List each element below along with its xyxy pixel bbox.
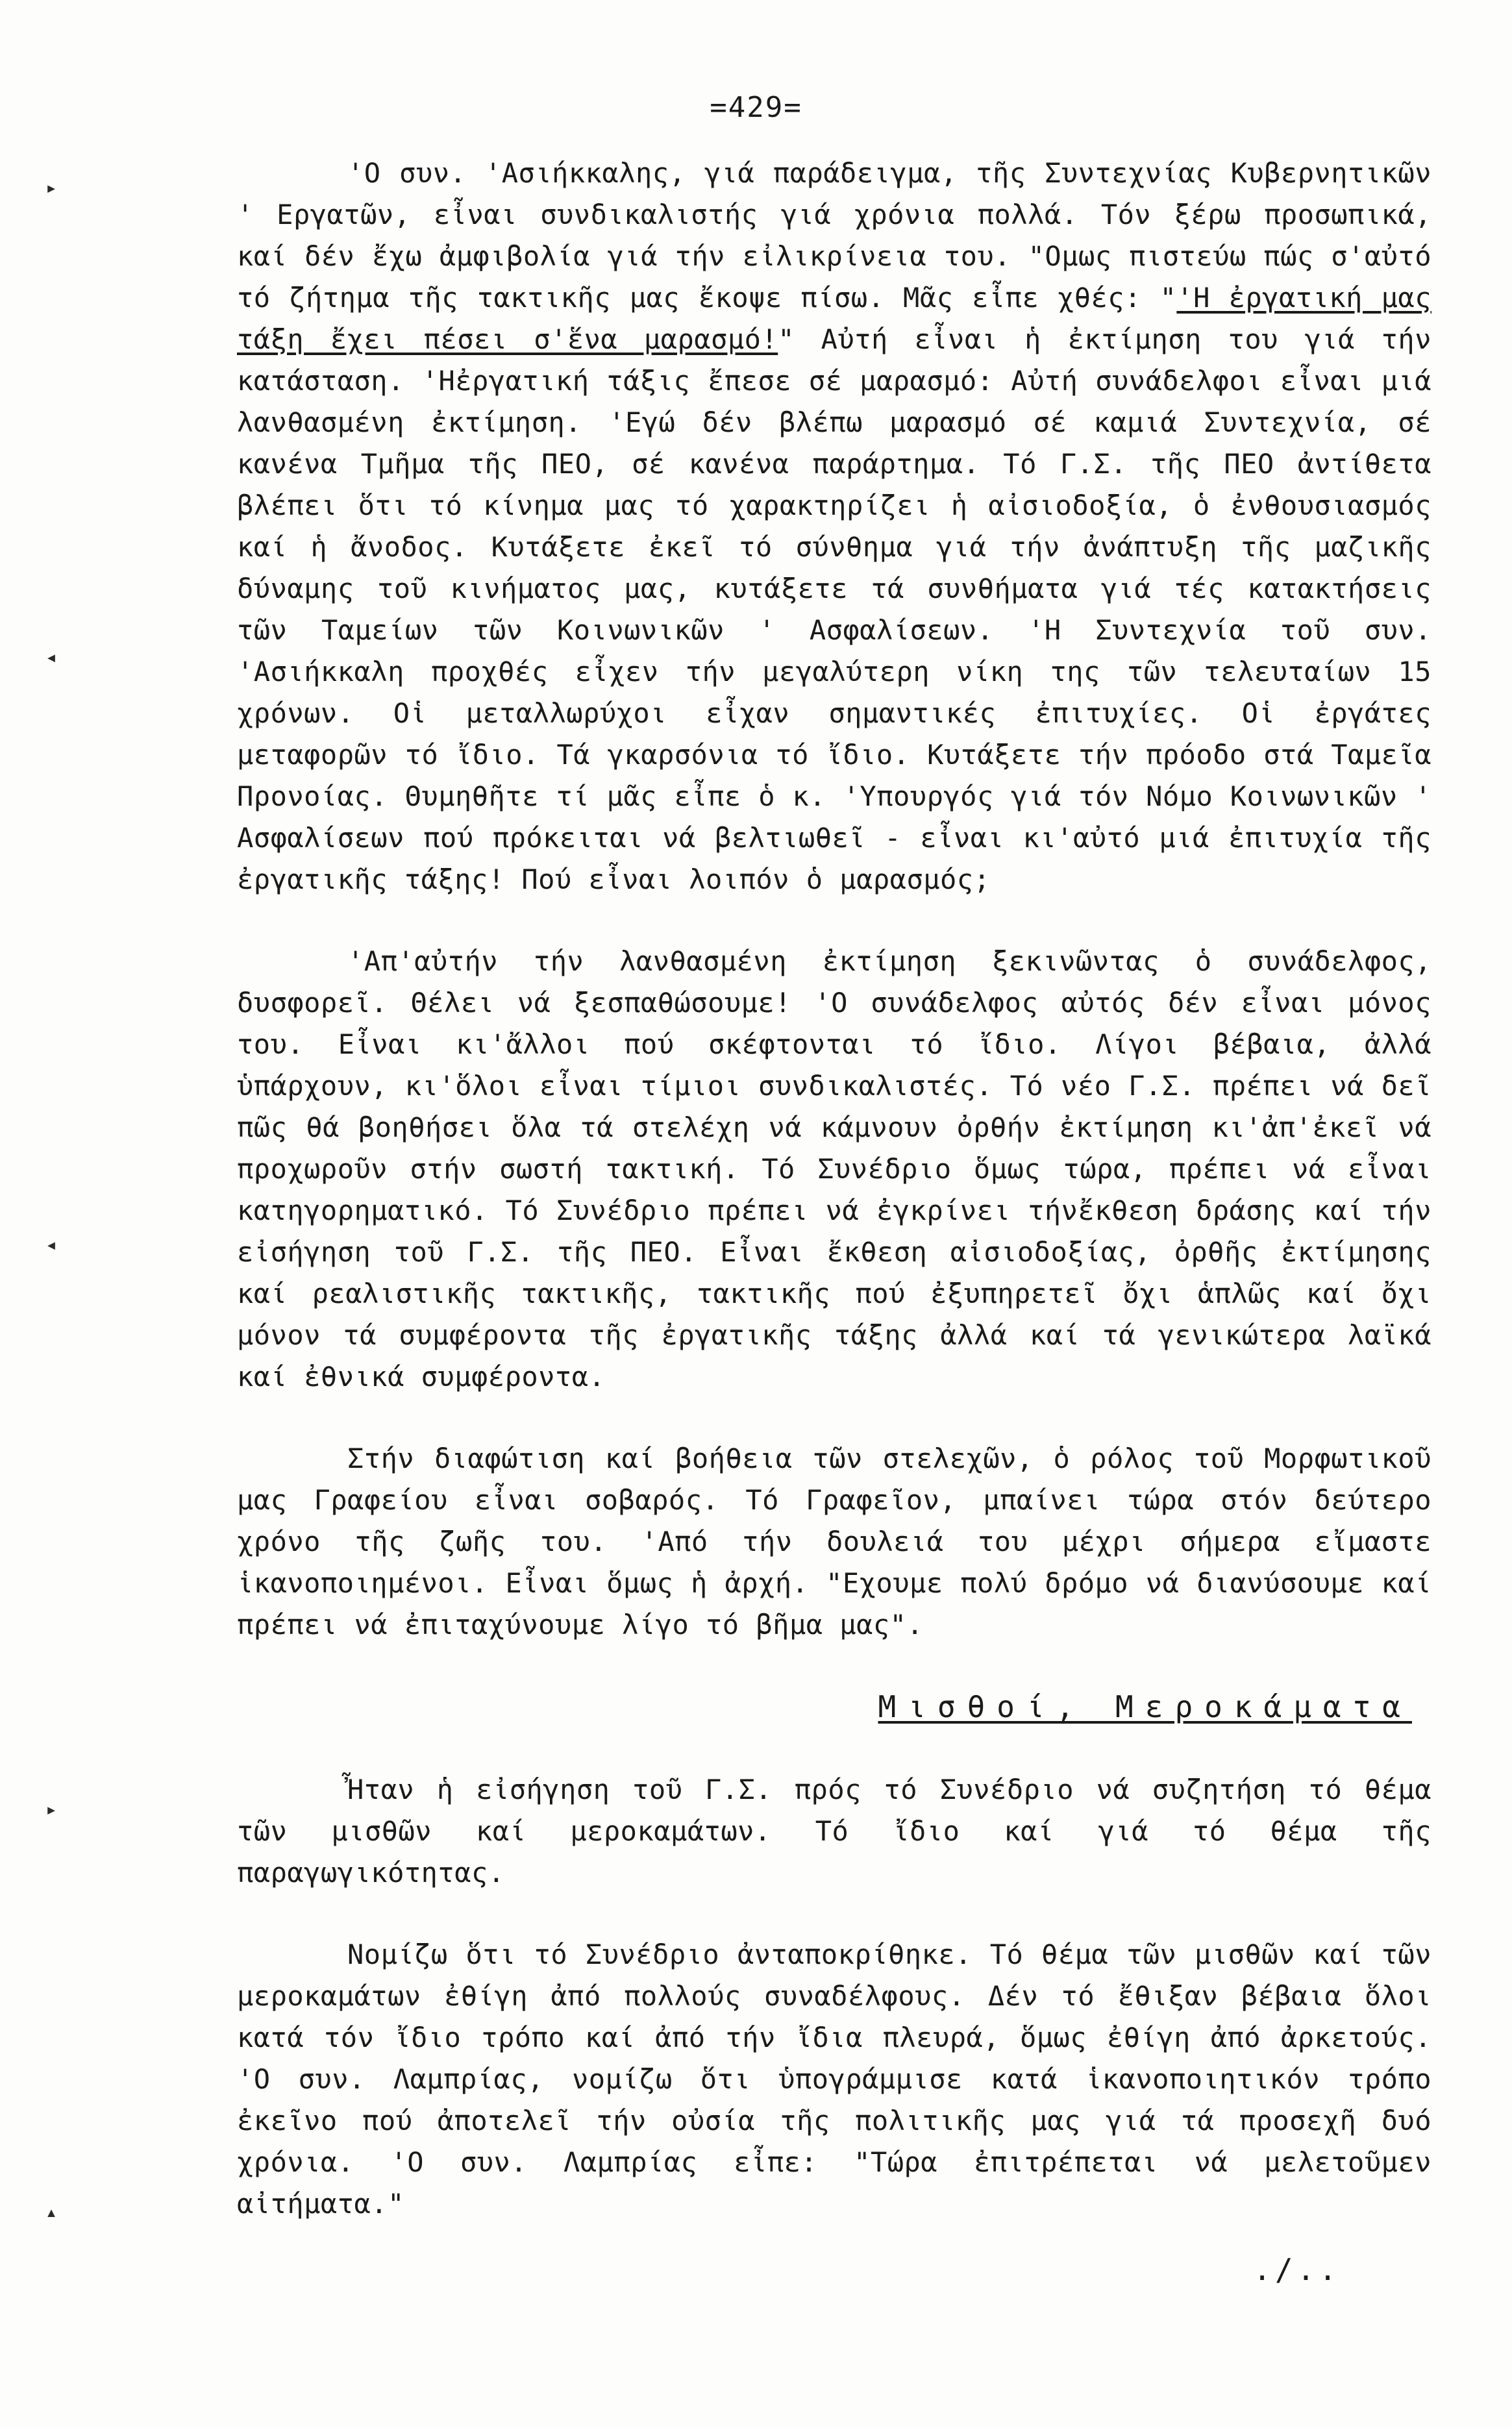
paragraph: Νομίζω ὅτι τό Συνέδριο ἀνταποκρίθηκε. Τό θέμα τῶν μισθῶν καί τῶν μεροκαμάτων ἐθίγη ἀπό πολλούς συναδέλφους. Δέν τό ἔθιξαν βέβαια ὅλοι κατά τόν ἴδιο τρόπο καί ἀπό τήν ἴδια πλευρά, ὅμως ἐθίγη ἀπό ἀρκετούς. 'Ο συν. Λαμπρίας, νομίζω ὅτι ὑπογράμμισε κατά ἱκανοποιητικόν τρόπο ἐκεῖνο πού ἀποτελεῖ τήν οὐσία τῆς πολιτικῆς μας γιά τά προσεχῆ δυό χρόνια. 'Ο συν. Λαμπρίας εἶπε: "Τώρα ἐπιτρέπεται νά μελετοῦμεν αἰτήματα." <box>237 1939 1431 2220</box>
paragraph-text: " Αὐτή εἶναι ἡ ἐκτίμηση του γιά τήν κατάσταση. 'Ηἐργατική τάξις ἔπεσε σέ μαρασμό: Αὐτή συνάδελφοι εἶναι μιά λανθασμένη ἐκτίμηση. 'Εγώ δέν βλέπω μαρασμό σέ καμιά Συντεχνία, σέ κανένα Τμῆμα τῆς ΠΕΟ, σέ κανένα παράρτημα. Τό Γ.Σ. τῆς ΠΕΟ ἀντίθετα βλέπει ὅτι τό κίνημα μας τό χαρακτηρίζει ἡ αἰσιοδοξία, ὁ ἐνθουσιασμός καί ἡ ἄνοδος. Κυτάξετε ἐκεῖ τό σύνθημα γιά τήν ἀνάπτυξη τῆς μαζικῆς δύναμης τοῦ κινήματος μας, κυτάξετε τά συνθήματα γιά τές κατακτήσεις τῶν Ταμείων τῶν Κοινωνικῶν ' Ασφαλίσεων. 'Η Συντεχνία τοῦ συν. 'Ασιήκκαλη προχθές εἶχεν τήν μεγαλύτερη νίκη της τῶν τελευταίων 15 χρόνων. Οἱ μεταλλωρύχοι εἶχαν σημαντικές ἐπιτυχίες. Οἱ ἐργάτες μεταφορῶν τό ἴδιο. Τά γκαρσόνια τό ἴδιο. Κυτάξετε τήν πρόοδο στά Ταμεῖα Προνοίας. Θυμηθῆτε τί μᾶς εἶπε ὁ κ. 'Υπουργός γιά τόν Νόμο Κοινωνικῶν ' Ασφαλίσεων πού πρόκειται νά βελτιωθεῖ - εἶναι κι'αὐτό μιά ἐπιτυχία τῆς ἐργατικῆς τάξης! Πού εἶναι λοιπόν ὁ μαρασμός; <box>237 323 1431 895</box>
section-heading-text: Μισθοί, Μεροκάματα <box>878 1689 1412 1724</box>
page-number: =429= <box>710 91 802 124</box>
paragraph <box>237 153 1431 900</box>
paragraph-text: 'Ο συν. 'Ασιήκκαλης, γιά παράδειγμα, τῆς Συντεχνίας Κυβερνητικῶν ' Εργατῶν, εἶναι συνδικαλιστής γιά χρόνια πολλά. Τόν ξέρω προσωπικά, καί δέν ἔχω ἀμφιβολία γιά τήν εἰλικρίνεια του. "Ομως πιστεύω πώς σ'αὐτό τό ζήτημα τῆς τακτικῆς μας ἔκοψε πίσω. Μᾶς εἶπε χθές: " <box>237 157 1431 314</box>
document-text <box>237 153 1431 2287</box>
margin-mark: ◂ <box>45 1233 58 1256</box>
margin-mark: ◂ <box>45 646 58 669</box>
margin-mark: ▸ <box>45 177 58 199</box>
underlined-quote: 'Η ἐργατική μας τάξη ἔχει πέσει σ'ἕνα μαρασμό! <box>237 282 1431 355</box>
margin-mark: ▴ <box>45 2201 58 2224</box>
margin-mark: ▸ <box>45 1798 58 1821</box>
section-heading <box>237 1686 1431 1728</box>
paragraph: 'Απ'αὐτήν τήν λανθασμένη ἐκτίμηση ξεκινῶντας ὁ συνάδελφος, δυσφορεῖ. Θέλει νά ξεσπαθώσουμε! 'Ο συνάδελφος αὐτός δέν εἶναι μόνος του. Εἶναι κι'ἄλλοι πού σκέφτονται τό ἴδιο. Λίγοι βέβαια, ἀλλά ὑπάρχουν, κι'ὅλοι εἶναι τίμιοι συνδικαλιστές. Τό νέο Γ.Σ. πρέπει νά δεῖ πῶς θά βοηθήσει ὅλα τά στελέχη νά κάμνουν ὀρθήν ἐκτίμηση κι'ἀπ'ἐκεῖ νά προχωροῦν στήν σωστή τακτική. Τό Συνέδριο ὅμως τώρα, πρέπει νά εἶναι κατηγορηματικό. Τό Συνέδριο πρέπει νά ἐγκρίνει τήνἔκθεση δράσης καί τήν εἰσήγηση τοῦ Γ.Σ. τῆς ΠΕΟ. Εἶναι ἔκθεση αἰσιοδοξίας, ὀρθῆς ἐκτίμησης καί ρεαλιστικῆς τακτικῆς, τακτικῆς πού ἐξυπηρετεῖ ὄχι ἁπλῶς καί ὄχι μόνον τά συμφέροντα τῆς ἐργατικῆς τάξης ἀλλά καί τά γενικώτερα λαϊκά καί ἐθνικά συμφέροντα. <box>237 945 1431 1393</box>
continuation-mark: ./.. <box>1253 2252 1341 2287</box>
paragraph: Ἦταν ἡ εἰσήγηση τοῦ Γ.Σ. πρός τό Συνέδριο νά συζητήση τό θέμα τῶν μισθῶν καί μεροκαμάτων. Τό ἴδιο καί γιά τό θέμα τῆς παραγωγικότητας. <box>237 1774 1431 1889</box>
paragraph: Στήν διαφώτιση καί βοήθεια τῶν στελεχῶν, ὁ ρόλος τοῦ Μορφωτικοῦ μας Γραφείου εἶναι σοβαρός. Τό Γραφεῖον, μπαίνει τώρα στόν δεύτερο χρόνο τῆς ζωῆς του. 'Από τήν δουλειά του μέχρι σήμερα εἴμαστε ἱκανοποιημένοι. Εἶναι ὅμως ἡ ἀρχή. "Εχουμε πολύ δρόμο νά διανύσουμε καί πρέπει νά ἐπιταχύνουμε λίγο τό βῆμα μας". <box>237 1443 1431 1641</box>
